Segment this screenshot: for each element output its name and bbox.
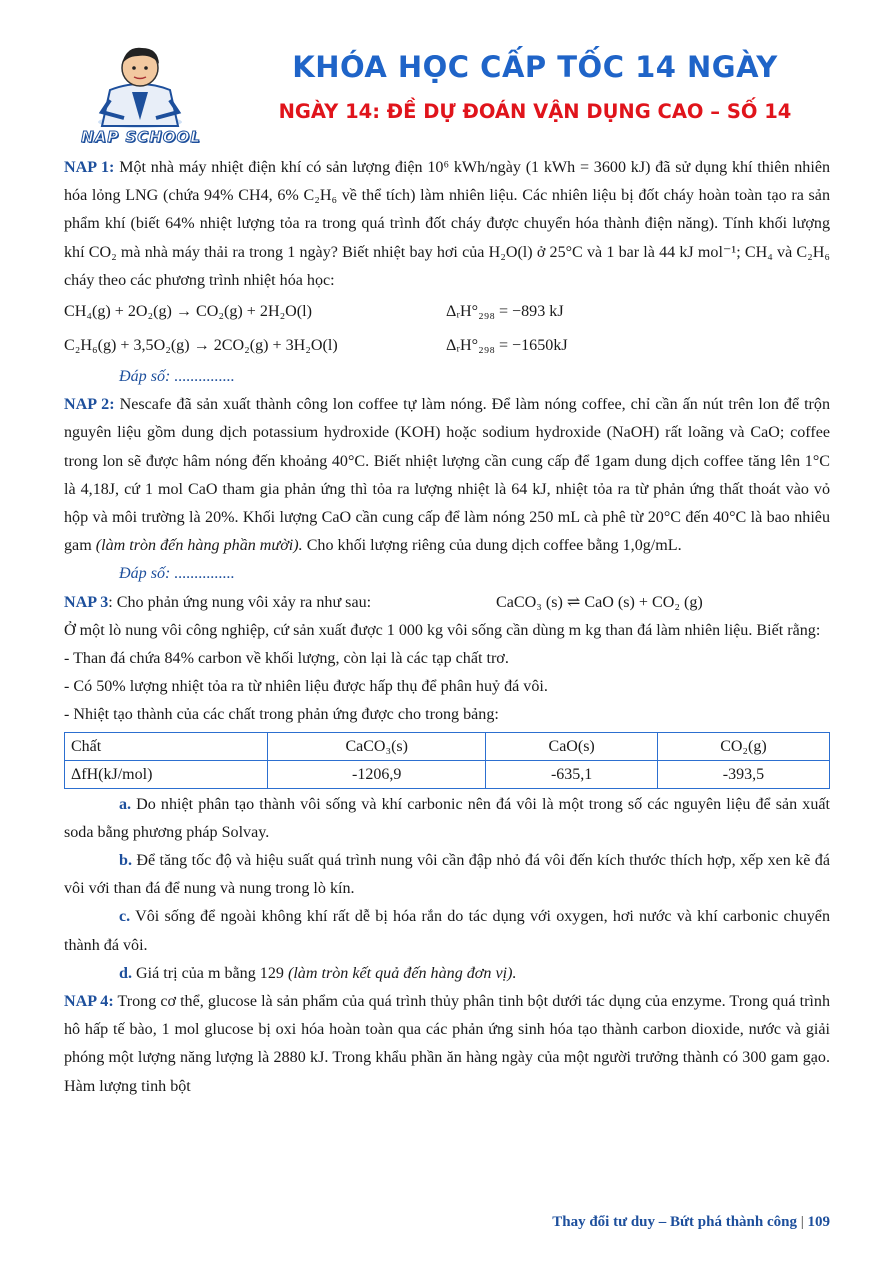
nap2-note: (làm tròn đến hàng phần mười). (95, 537, 303, 555)
equation-1 (64, 295, 830, 329)
nap3-intro (64, 589, 830, 617)
statement-b-label: b. (119, 852, 132, 870)
table-header-row (65, 732, 830, 760)
footer-separator: | (800, 1214, 804, 1230)
nap2-text2: Cho khối lượng riêng của dung dịch coffee bằng 1,0g/mL. (306, 537, 682, 555)
nap1-text: Một nhà máy nhiệt điện khí có sản lượng điện 10⁶ kWh/ngày (1 kWh = 3600 kJ) đã sử dụng khí thiên nhiên hóa lỏng LNG (chứa 94% CH4, 6% C₂H₆ về thể tích) làm nhiên liệu. Các nhiên liệu bị đốt cháy hoàn toàn tạo ra sản phẩm khí (biết 64% nhiệt lượng tỏa ra trong quá trình đốt cháy được chuyển hóa thành điện năng). Tính khối lượng khí CO₂ mà nhà máy thải ra trong 1 ngày? Biết nhiệt bay hơi của H₂O(l) ở 25°C và 1 bar là 44 kJ mol⁻¹; CH₄ và C₂H₆ cháy theo các phương trình nhiệt hóa học: (64, 159, 831, 289)
course-title: KHÓA HỌC CẤP TỐC 14 NGÀY (292, 50, 778, 84)
statement-d-label: d. (119, 964, 132, 982)
equation-1-enthalpy: ΔᵣH°₂₉₈ = −893 kJ (446, 302, 564, 320)
statement-a-label: a. (119, 795, 132, 813)
document-body (64, 154, 830, 1101)
table-row (65, 760, 830, 788)
table-cell: -1206,9 (268, 760, 486, 788)
nap1-question (64, 154, 830, 295)
nap3-reaction: CaCO₃ (s) ⇌ CaO (s) + CO₂ (g) (496, 593, 703, 611)
nap4-text: Trong cơ thể, glucose là sản phẩm của quá trình thủy phân tinh bột dưới tác dụng của enzyme. Trong quá trình hô hấp tế bào, 1 mol glucose bị oxi hóa hoàn toàn qua các phản ứng sinh hóa tạo thành carbon dioxide, nước và giải phóng một lượng năng lượng là 2880 kJ. Trong khẩu phần ăn hàng ngày của một người trưởng thành có 300 gam gạo. Hàm lượng tinh bột (64, 993, 830, 1095)
nap3-statement-b (64, 847, 830, 903)
footer-slogan: Thay đổi tư duy – Bứt phá thành công (552, 1214, 797, 1230)
nap1-answer: Đáp số: ............... (119, 368, 235, 386)
nap2-answer: Đáp số: ............... (119, 565, 235, 583)
table-header-cell: CaO(s) (486, 732, 657, 760)
table-cell: ΔfH(kJ/mol) (65, 760, 268, 788)
statement-c-text: Vôi sống để ngoài không khí rất dễ bị hóa rắn do tác dụng với oxygen, hơi nước và khí carbonic chuyển thành đá vôi. (64, 908, 830, 954)
table-header-cell: CaCO₃(s) (268, 732, 486, 760)
enthalpy-table (64, 732, 830, 789)
table-header-cell: CO₂(g) (657, 732, 829, 760)
nap2-label: NAP 2: (64, 396, 115, 414)
table-header-cell: Chất (65, 732, 268, 760)
logo-text: NAP SCHOOL (81, 128, 201, 146)
statement-a-text: Do nhiệt phân tạo thành vôi sống và khí carbonic nên đá vôi là một trong số các nguyên liệu để sản xuất soda bằng phương pháp Solvay. (64, 795, 830, 841)
table-cell: -393,5 (657, 760, 829, 788)
nap2-question (64, 391, 830, 560)
statement-b-text: Để tăng tốc độ và hiệu suất quá trình nung vôi cần đập nhỏ đá vôi đến kích thước thích hợp, xếp xen kẽ đá vôi với than đá để nung và nung trong lò kín. (64, 852, 830, 898)
nap2-text: Nescafe đã sản xuất thành công lon coffee tự làm nóng. Để làm nóng coffee, chỉ cần ấn nút trên lon để trộn nguyên liệu gồm dung dịch potassium hydroxide (KOH) hoặc sodium hydroxide (NaOH) rất loãng và CaO; coffee trong lon sẽ được hâm nóng đến khoảng 40°C. Biết nhiệt lượng cần cung cấp để 1gam dung dịch coffee tăng lên 1°C là 4,18J, cứ 1 mol CaO tham gia phản ứng thì tỏa ra lượng nhiệt là 64 kJ, nhiệt tỏa ra từ phản ứng thất thoát vào vỏ hộp và môi trường là 20%. Khối lượng CaO cần cung cấp để làm nóng 250 mL cà phê từ 20°C đến 40°C là bao nhiêu gam (64, 396, 831, 555)
nap3-bullet-3: - Nhiệt tạo thành của các chất trong phản ứng được cho trong bảng: (64, 706, 499, 724)
page-footer (552, 1214, 830, 1231)
nap3-bullet-2: - Có 50% lượng nhiệt tỏa ra từ nhiên liệu được hấp thụ để phân huỷ đá vôi. (64, 678, 548, 696)
statement-d-note: (làm tròn kết quả đến hàng đơn vị). (287, 964, 517, 982)
nap-school-logo (72, 40, 208, 146)
nap3-intro-text: : Cho phản ứng nung vôi xảy ra như sau: (108, 593, 372, 611)
nap3-statement-d (64, 960, 830, 988)
statement-c-label: c. (119, 908, 131, 926)
table-cell: -635,1 (486, 760, 657, 788)
nap1-label: NAP 1: (64, 159, 115, 176)
nap3-statement-c (64, 903, 830, 959)
nap4-label: NAP 4: (64, 993, 114, 1011)
nap3-text: Ở một lò nung vôi công nghiệp, cứ sản xuất được 1 000 kg vôi sống cần dùng m kg than đá làm nhiên liệu. Biết rằng: (64, 621, 821, 639)
nap4-question (64, 988, 830, 1101)
nap3-bullet-1: - Than đá chứa 84% carbon về khối lượng, còn lại là các tạp chất trơ. (64, 650, 509, 668)
exam-subtitle: NGÀY 14: ĐỀ DỰ ĐOÁN VẬN DỤNG CAO – SỐ 14 (278, 100, 792, 123)
nap3-statement-a (64, 791, 830, 847)
statement-d-text: Giá trị của m bằng 129 (131, 964, 288, 982)
equation-2-reaction: C₂H₆(g) + 3,5O₂(g) → 2CO₂(g) + 3H₂O(l) (64, 336, 338, 354)
mascot-icon (72, 40, 208, 130)
equation-2-enthalpy: ΔᵣH°₂₉₈ = −1650kJ (446, 336, 568, 354)
nap3-label: NAP 3 (64, 593, 109, 611)
equation-1-reaction: CH₄(g) + 2O₂(g) → CO₂(g) + 2H₂O(l) (64, 302, 312, 320)
page-number: 109 (807, 1214, 830, 1230)
equation-2 (64, 329, 830, 363)
